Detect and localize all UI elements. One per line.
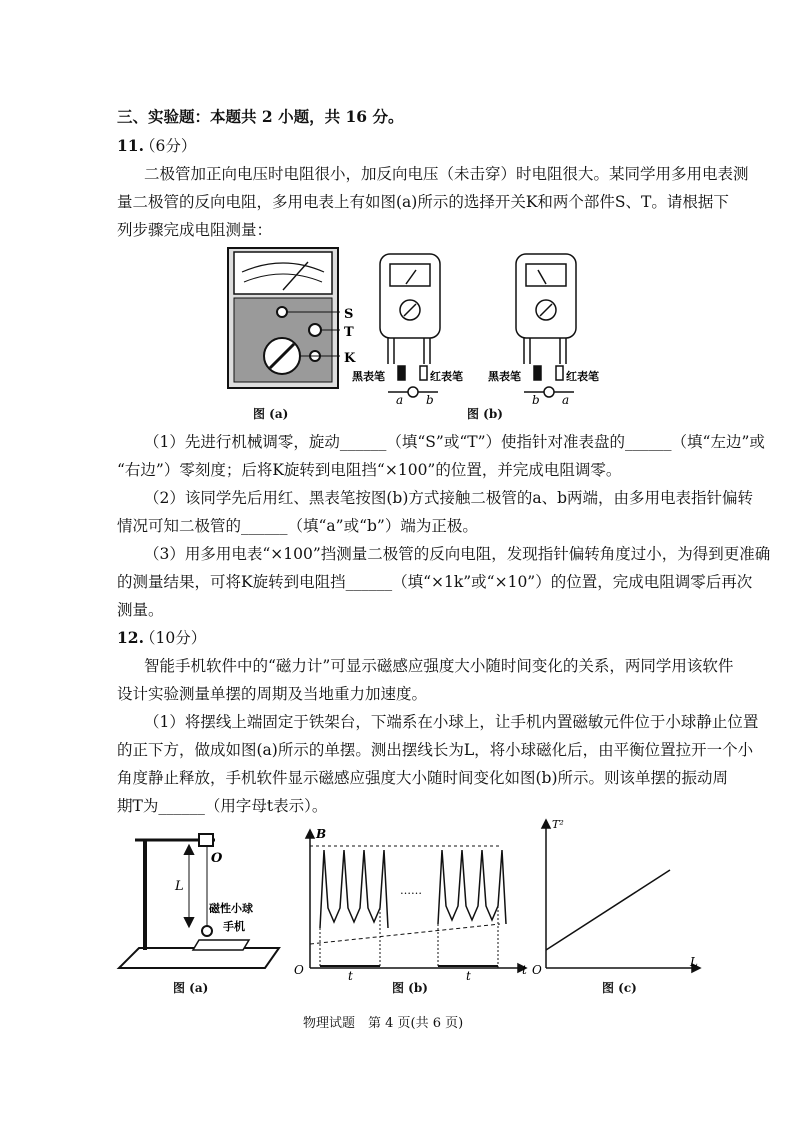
- q12-points: （10分）: [140, 629, 207, 647]
- pendulum-O: O: [211, 851, 223, 866]
- multimeter-figure: [220, 244, 620, 424]
- multimeter-a: [228, 248, 338, 388]
- pendulum-figure: [115, 828, 285, 978]
- graph-c-T2: T²: [552, 818, 564, 831]
- q11-part2-line-2: 情况可知二极管的______（填“a”或“b”）端为正极。: [117, 517, 478, 535]
- q11-caption-a: 图 (a): [253, 407, 289, 421]
- q12-caption-b: 图 (b): [392, 981, 428, 995]
- terminal-b-2: b: [532, 393, 540, 407]
- graph-b-interval-1: t: [348, 969, 353, 983]
- q11-intro-line-3: 列步骤完成电阻测量：: [117, 221, 273, 239]
- black-probe-label-2: 黑表笔: [488, 370, 521, 383]
- graph-b-ellipsis: ……: [400, 884, 422, 897]
- red-probe-label-2: 红表笔: [566, 370, 599, 383]
- terminal-a-2: a: [562, 393, 570, 407]
- graph-c-O: O: [532, 963, 542, 977]
- q11-caption-b: 图 (b): [467, 407, 503, 421]
- magnetic-ball-label: 磁性小球: [209, 902, 253, 915]
- q11-intro-line-2: 量二极管的反向电阻，多用电表上有如图(a)所示的选择开关K和两个部件S、T。请根据下: [117, 193, 729, 211]
- q12-part1-line-1: （1）将摆线上端固定于铁架台，下端系在小球上，让手机内置磁敏元件位于小球静止位置: [144, 713, 759, 731]
- q12-caption-a: 图 (a): [173, 981, 209, 995]
- q12-number: 12.: [117, 628, 144, 647]
- q11-part1-line-1: （1）先进行机械调零，旋动______（填“S”或“T”）使指针对准表盘的______（填“左边”或: [144, 433, 765, 451]
- pendulum-L: L: [175, 879, 184, 894]
- graph-b-interval-2: t: [466, 969, 471, 983]
- q11-number: 11.: [117, 136, 144, 155]
- b-t-graph: [290, 827, 530, 983]
- q11-points: （6分）: [140, 137, 197, 155]
- red-probe-label-1: 红表笔: [430, 370, 463, 383]
- q12-intro-line-1: 智能手机软件中的“磁力计”可显示磁感应强度大小随时间变化的关系，两同学用该软件: [144, 657, 734, 675]
- q11-part3-line-2: 的测量结果，可将K旋转到电阻挡______（填“×1k”或“×10”）的位置，完成电阻调零后再次: [117, 573, 753, 591]
- q11-part2-line-1: （2）该同学先后用红、黑表笔按图(b)方式接触二极管的a、b两端，由多用电表指针偏转: [144, 489, 754, 507]
- q12-intro-line-2: 设计实验测量单摆的周期及当地重力加速度。: [117, 685, 428, 703]
- label-K: K: [344, 351, 356, 366]
- q11-part3-line-1: （3）用多用电表“×100”挡测量二极管的反向电阻，发现指针偏转角度过小，为得到更准确: [144, 545, 771, 563]
- label-T: T: [344, 325, 354, 340]
- q11-intro-line-1: 二极管加正向电压时电阻很小，加反向电压（未击穿）时电阻很大。某同学用多用电表测: [144, 165, 749, 183]
- q12-part1-line-2: 的正下方，做成如图(a)所示的单摆。测出摆线长为L，将小球磁化后，由平衡位置拉开一个小: [117, 741, 754, 759]
- page-footer: 物理试题 第 4 页(共 6 页): [303, 1016, 464, 1031]
- phone-label: 手机: [223, 920, 245, 933]
- q12-part1-line-3: 角度静止释放，手机软件显示磁感应强度大小随时间变化如图(b)所示。则该单摆的振动周: [117, 769, 729, 787]
- graph-b-O: O: [294, 963, 304, 977]
- terminal-b-1: b: [426, 393, 434, 407]
- q12-caption-c: 图 (c): [602, 981, 637, 995]
- label-S: S: [344, 307, 354, 322]
- graph-b-t-axis: t: [522, 963, 527, 977]
- black-probe-label-1: 黑表笔: [352, 370, 385, 383]
- graph-b-B: B: [316, 827, 327, 841]
- q11-part1-line-2: “右边”）零刻度；后将K旋转到电阻挡“×100”的位置，并完成电阻调零。: [117, 461, 622, 479]
- section-heading: 三、实验题：本题共 2 小题，共 16 分。: [117, 107, 404, 126]
- q11-part3-line-3: 测量。: [117, 601, 164, 619]
- t2-l-graph: [530, 818, 710, 978]
- q12-part1-line-4: 期T为______（用字母t表示）。: [117, 797, 328, 815]
- graph-c-L: L: [690, 955, 698, 969]
- terminal-a-1: a: [396, 393, 404, 407]
